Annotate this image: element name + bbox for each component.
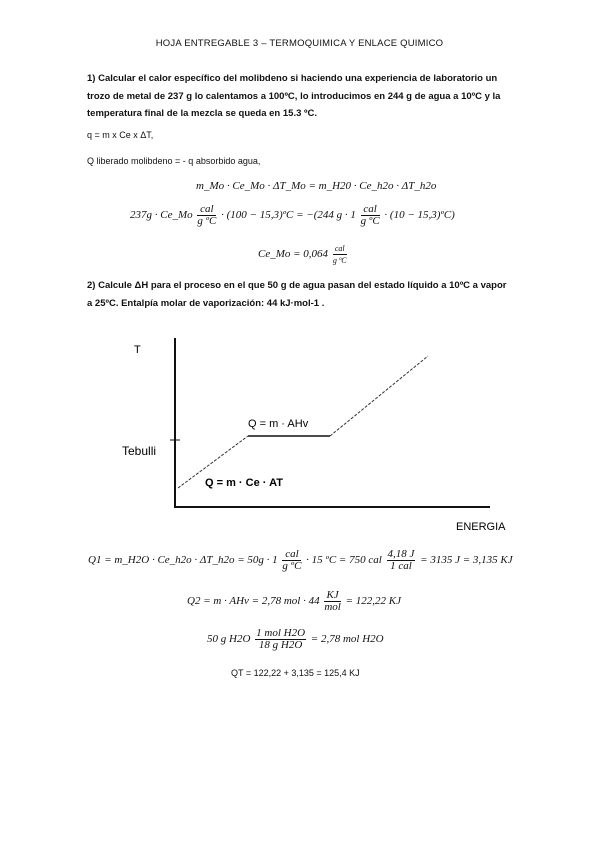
question-1-line-1: 1) Calcular el calor específico del molibdeno si haciendo una experiencia de laboratorio un [87, 73, 498, 84]
total-heat-result: QT = 122,22 + 3,135 = 125,4 KJ [231, 668, 360, 678]
substituted-equation [130, 204, 455, 227]
cal-per-gC-fraction [361, 204, 380, 227]
heat-formula: q = m x Ce x ΔT, [87, 130, 154, 140]
q2-calculation-end: = 122,22 KJ [345, 595, 401, 608]
substituted-equation-middle: · (100 − 15,3)ºC = −(244 g · 1 [221, 209, 356, 222]
cal-per-gC-fraction [333, 243, 347, 266]
heat-balance-principle: Q liberado molibdeno = - q absorbido agua, [87, 156, 261, 166]
fraction-numerator: 1 mol H2O [256, 627, 306, 639]
fraction-numerator: KJ [324, 590, 341, 602]
cal-per-gC-fraction [197, 204, 216, 227]
question-1-line-3: temperatura final de la mezcla se queda en 15.3 ºC. [87, 108, 317, 119]
heat-balance-equation: m_Mo · Ce_Mo · ΔT_Mo = m_H20 · Ce_h2o · ΔT_h2o [196, 180, 437, 192]
fraction-numerator: 4,18 J [387, 548, 415, 560]
q1-calculation-end: = 3135 J = 3,135 KJ [420, 554, 513, 567]
question-1-line-2: trozo de metal de 237 g lo calentamos a 100ºC, lo introducimos en 244 g de agua a 10ºC y la [87, 90, 501, 102]
joule-per-cal-fraction [387, 549, 416, 572]
fraction-denominator: g ºC [360, 215, 380, 227]
fraction-denominator: g ºC [282, 560, 302, 572]
substituted-equation-right: · (10 − 15,3)ºC) [384, 209, 455, 222]
fraction-numerator: cal [361, 204, 380, 216]
q2-calculation-start: Q2 = m · AHv = 2,78 mol · 44 [187, 595, 320, 608]
moles-calculation [207, 628, 384, 651]
fraction-denominator: 18 g H2O [258, 639, 303, 651]
cal-per-gC-fraction [282, 549, 301, 572]
question-2-line-1: 2) Calcule ΔH para el proceso en el que 50 g de agua pasan del estado líquido a 10ºC a vapor [87, 280, 507, 291]
fraction-denominator: 1 cal [390, 560, 412, 572]
plateau-label: Q = m · AHv [248, 418, 309, 430]
mol-per-gram-fraction [255, 628, 306, 651]
vapor-segment [330, 356, 428, 436]
kj-per-mol-fraction [324, 590, 341, 613]
substituted-equation-left: 237g · Ce_Mo [130, 209, 193, 222]
fraction-denominator: g ºC [197, 215, 217, 227]
question-1-statement [87, 70, 527, 123]
moles-calculation-start: 50 g H2O [207, 633, 251, 646]
fraction-numerator: cal [197, 204, 216, 216]
question-2-line-2: a 25ºC. Entalpía molar de vaporización: 44 kJ·mol-1 . [87, 297, 325, 309]
x-axis-label: ENERGIA [456, 521, 506, 533]
y-axis-label: T [134, 344, 141, 356]
specific-heat-result-value: Ce_Mo = 0,064 [258, 248, 329, 261]
heating-label: Q = m · Ce · AT [205, 477, 283, 489]
q2-calculation [187, 590, 401, 613]
tebulli-label: Tebulli [122, 444, 157, 458]
fraction-numerator: cal [282, 549, 301, 561]
q1-calculation [88, 549, 513, 572]
specific-heat-result [258, 243, 349, 266]
q1-calculation-start: Q1 = m_H2O · Ce_h2o · ΔT_h2o = 50g · 1 [88, 554, 278, 567]
fraction-denominator: g ºC [332, 256, 347, 265]
fraction-denominator: mol [324, 601, 341, 613]
moles-calculation-end: = 2,78 mol H2O [310, 633, 384, 646]
question-2-statement [87, 277, 527, 312]
q1-calculation-middle: · 15 ºC = 750 cal [306, 554, 382, 567]
page-header: HOJA ENTREGABLE 3 – TERMOQUIMICA Y ENLACE QUIMICO [155, 38, 444, 49]
fraction-numerator: cal [333, 243, 347, 255]
heating-curve-diagram [100, 330, 506, 540]
